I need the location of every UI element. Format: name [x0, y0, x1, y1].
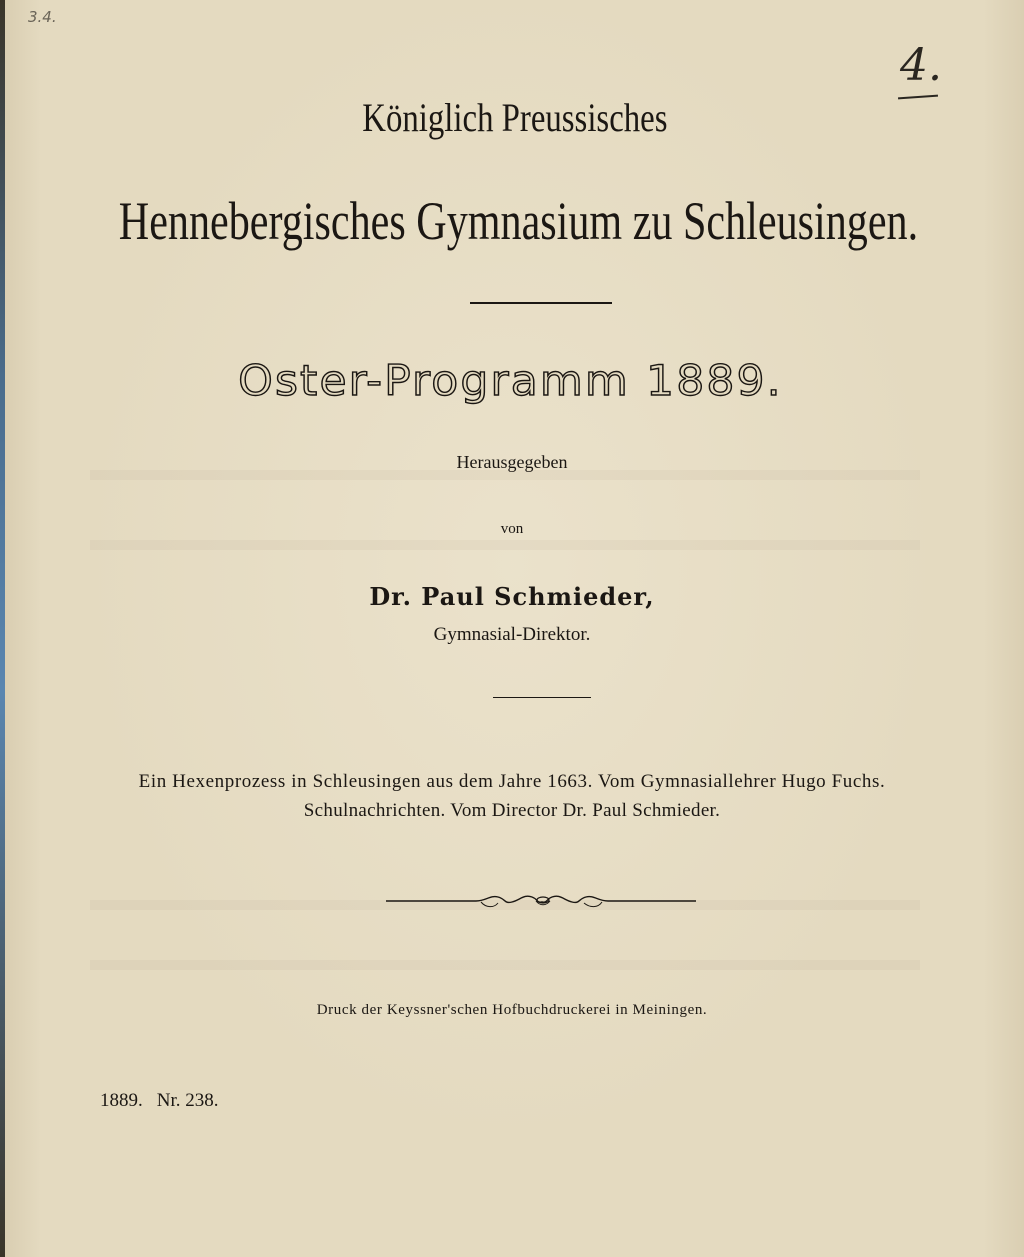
show-through-text	[90, 960, 920, 970]
contents-line-2: Schulnachrichten. Vom Director Dr. Paul Schmieder.	[303, 800, 721, 821]
ornamental-divider	[386, 888, 696, 912]
footer-number: Nr. 238.	[156, 1090, 219, 1111]
divider-rule-short	[493, 697, 591, 698]
printer-line: Druck der Keyssner'schen Hofbuchdruckerei in Meiningen.	[316, 1002, 708, 1018]
header-line-1: Königlich Preussisches	[362, 95, 668, 140]
header-line-2: Hennebergisches Gymnasium zu Schleusingen.	[118, 191, 919, 251]
show-through-text	[90, 540, 920, 550]
divider-rule	[470, 302, 612, 304]
footer-reference	[100, 1090, 219, 1112]
by-label: von	[500, 521, 524, 537]
corner-pencil-note: 3.4.	[28, 8, 57, 26]
editor-title: Gymnasial-Direktor.	[433, 624, 591, 645]
program-title	[0, 356, 1024, 405]
handwritten-page-number: 4.	[900, 40, 942, 91]
footer-year: 1889.	[100, 1090, 143, 1111]
editor-name: Dr. Paul Schmieder,	[369, 582, 655, 611]
published-by-label: Herausgegeben	[456, 452, 568, 472]
program-title-text: Oster-Programm 1889.	[238, 356, 783, 405]
contents-line-1: Ein Hexenprozess in Schleusingen aus dem Jahre 1663. Vom Gymnasiallehrer Hugo Fuchs.	[138, 771, 886, 792]
